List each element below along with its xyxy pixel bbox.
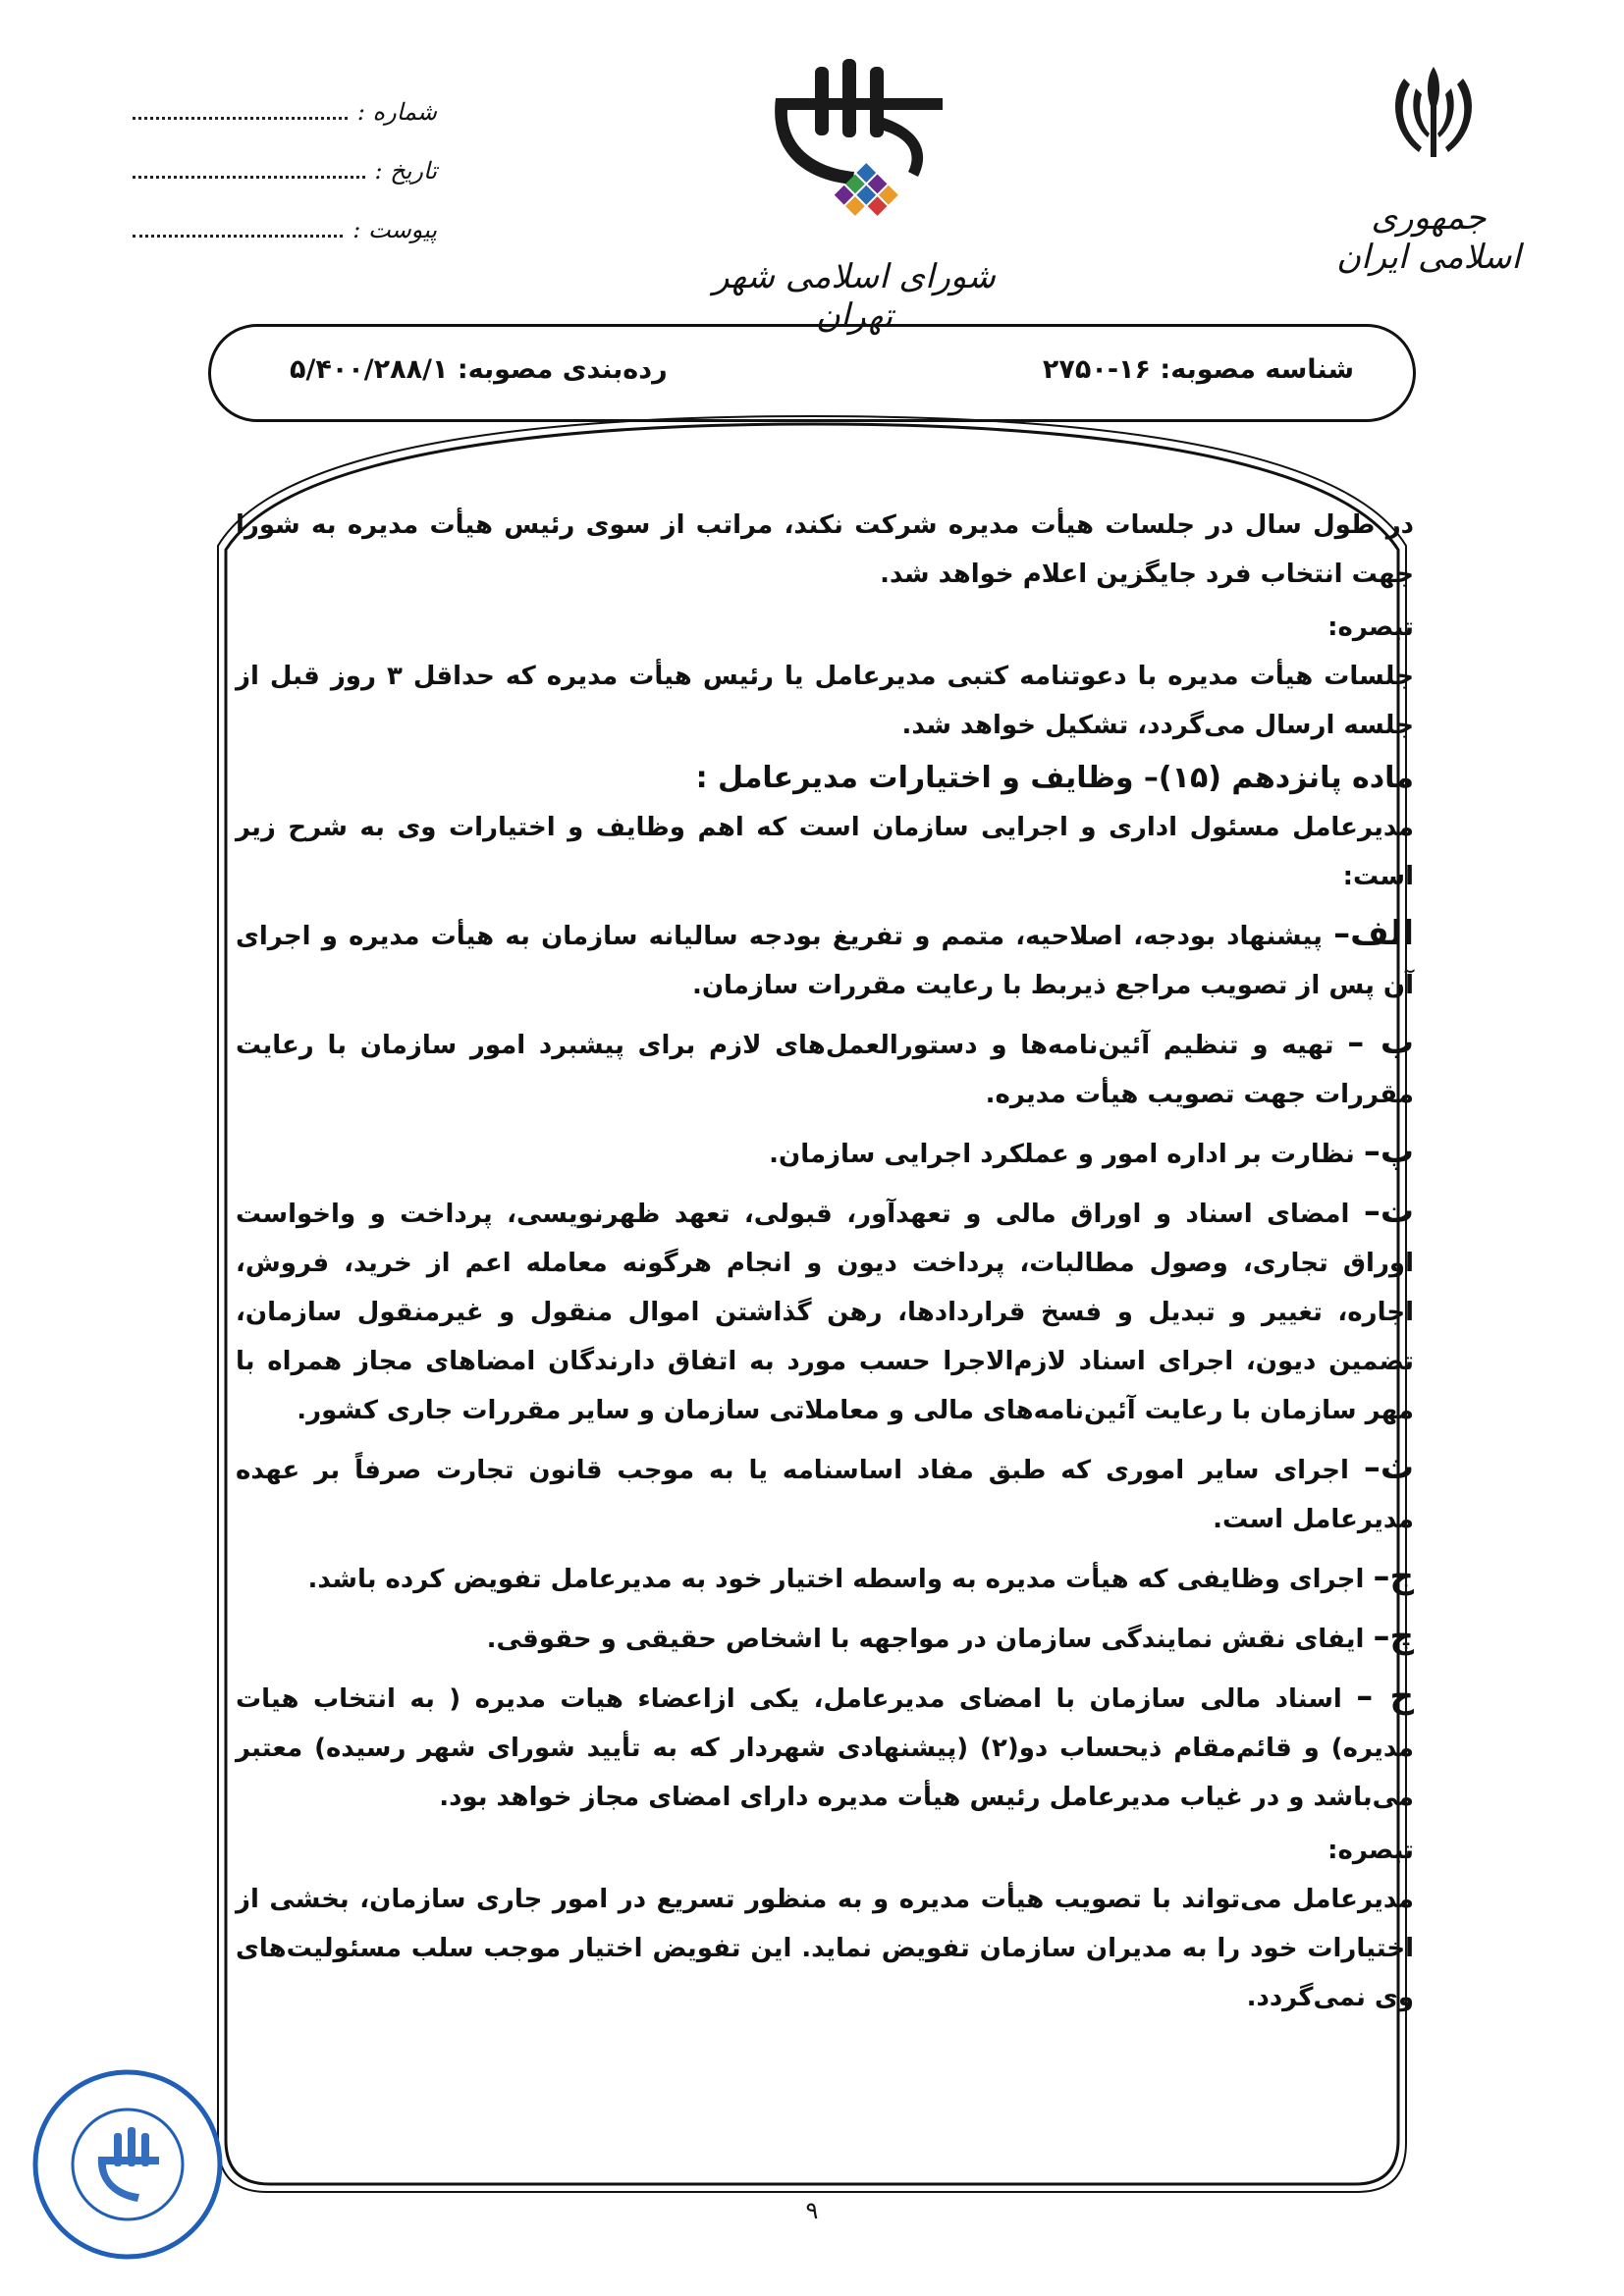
item-lead: ب – [1347,1023,1414,1062]
list-item-pe [236,1127,1414,1179]
document-body [236,501,1414,2022]
item-lead: الف– [1333,914,1414,953]
item-text: تهیه و تنظیم آئین‌نامه‌ها و دستورالعمل‌های لازم برای پیشبرد امور سازمان با رعایت مقررات جهت تصویب هیأت مدیره. [236,1031,1414,1109]
date-label: تاریخ : [374,157,437,185]
approval-classification: رده‌بندی مصوبه: ۵/۴۰۰/۲۸۸/۱ [290,354,668,385]
item-lead: چ– [1373,1617,1414,1656]
item-lead: پ– [1363,1132,1414,1171]
list-item-te [236,1187,1414,1435]
list-item-alef [236,909,1414,1010]
council-stamp-icon [29,2066,226,2263]
item-lead: ث– [1363,1448,1414,1487]
list-item-jim [236,1552,1414,1604]
note-paragraph: جلسات هیأت مدیره با دعوتنامه کتبی مدیرعامل یا رئیس هیأت مدیره که حداقل ۳ روز قبل از جلسه ارسال می‌گردد، تشکیل خواهد شد. [236,662,1414,740]
list-item-he [236,1672,1414,1822]
iran-emblem-caption: جمهوری اسلامی ایران [1336,198,1521,277]
article-15-intro: مدیرعامل مسئول اداری و اجرایی سازمان است که اهم وظایف و اختیارات وی به شرح زیر است: [236,813,1414,891]
note-title: تبصره: [1327,613,1414,642]
approval-id: شناسه مصوبه: ۱۶-۲۷۵۰ [1042,354,1354,385]
item-text: پیشنهاد بودجه، اصلاحیه، متمم و تفریغ بودجه سالیانه سازمان به هیأت مدیره و اجرای آن پس از تصویب مراجع ذیربط با رعایت مقررات سازمان. [236,922,1414,1000]
page-number: ۹ [805,2197,819,2224]
attachment-label: پیوست : [352,216,437,243]
article-15-title: ماده پانزدهم (۱۵)– وظایف و اختیارات مدیرعامل : [695,761,1414,795]
paragraph-continuation: در طول سال در جلسات هیأت مدیره شرکت نکند، مراتب از سوی رئیس هیأت مدیره به شورا جهت انتخاب فرد جایگزین اعلام خواهد شد. [236,510,1414,589]
note-paragraph-2: مدیرعامل می‌تواند با تصویب هیأت مدیره و به منظور تسریع در امور جاری سازمان، بخشی از اختیارات خود را به مدیران سازمان تفویض نماید. این تفویض اختیار موجب سلب مسئولیت‌های وی نمی‌گردد. [236,1885,1414,2012]
item-text: اجرای سایر اموری که طبق مفاد اساسنامه یا به موجب قانون تجارت صرفاً بر عهده مدیرعامل است. [236,1456,1414,1534]
item-text: اجرای وظایفی که هیأت مدیره به واسطه اختیار خود به مدیرعامل تفویض کرده باشد. [307,1565,1374,1594]
item-text: امضای اسناد و اوراق مالی و تعهدآور، قبولی، تعهد ظهرنویسی، پرداخت و واخواست اوراق تجاری، وصول مطالبات، پرداخت دیون و انجام هرگونه معامله اعم از خرید، فروش، اجاره، تغییر و تبدیل و فسخ قراردادها، رهن گذاشتن اموال منقول و غیرمنقول سازمان، تضمین دیون، اجرای اسناد لازم‌الاجرا حسب مورد به اتفاق دارندگان امضاهای مجاز همراه با مهر سازمان با رعایت آئین‌نامه‌های مالی و معاملاتی سازمان و سایر مقررات جاری کشور. [236,1200,1414,1425]
item-lead: ح – [1356,1677,1414,1716]
list-item-se [236,1443,1414,1544]
list-item-be [236,1018,1414,1119]
note-title-2: تبصره: [1327,1836,1414,1865]
number-label: شماره : [356,98,437,126]
item-text: اسناد مالی سازمان با امضای مدیرعامل، یکی ازاعضاء هیات مدیره ( به انتخاب هیات مدیره) و قائم‌مقام ذیحساب دو(۲) (پیشنهادی شهردار که به تأیید شورای شهر رسیده) معتبر می‌باشد و در غیاب مدیرعامل رئیس هیأت مدیره دارای امضای مجاز خواهد بود. [236,1684,1414,1812]
item-text: نظارت بر اداره امور و عملکرد اجرایی سازمان. [769,1140,1364,1169]
item-lead: ت– [1363,1192,1414,1231]
council-caption: شورای اسلامی شهر تهران [713,257,996,336]
list-item-che [236,1612,1414,1664]
item-lead: ج– [1373,1557,1414,1596]
item-text: ایفای نقش نمایندگی سازمان در مواجهه با اشخاص حقیقی و حقوقی. [486,1625,1374,1654]
